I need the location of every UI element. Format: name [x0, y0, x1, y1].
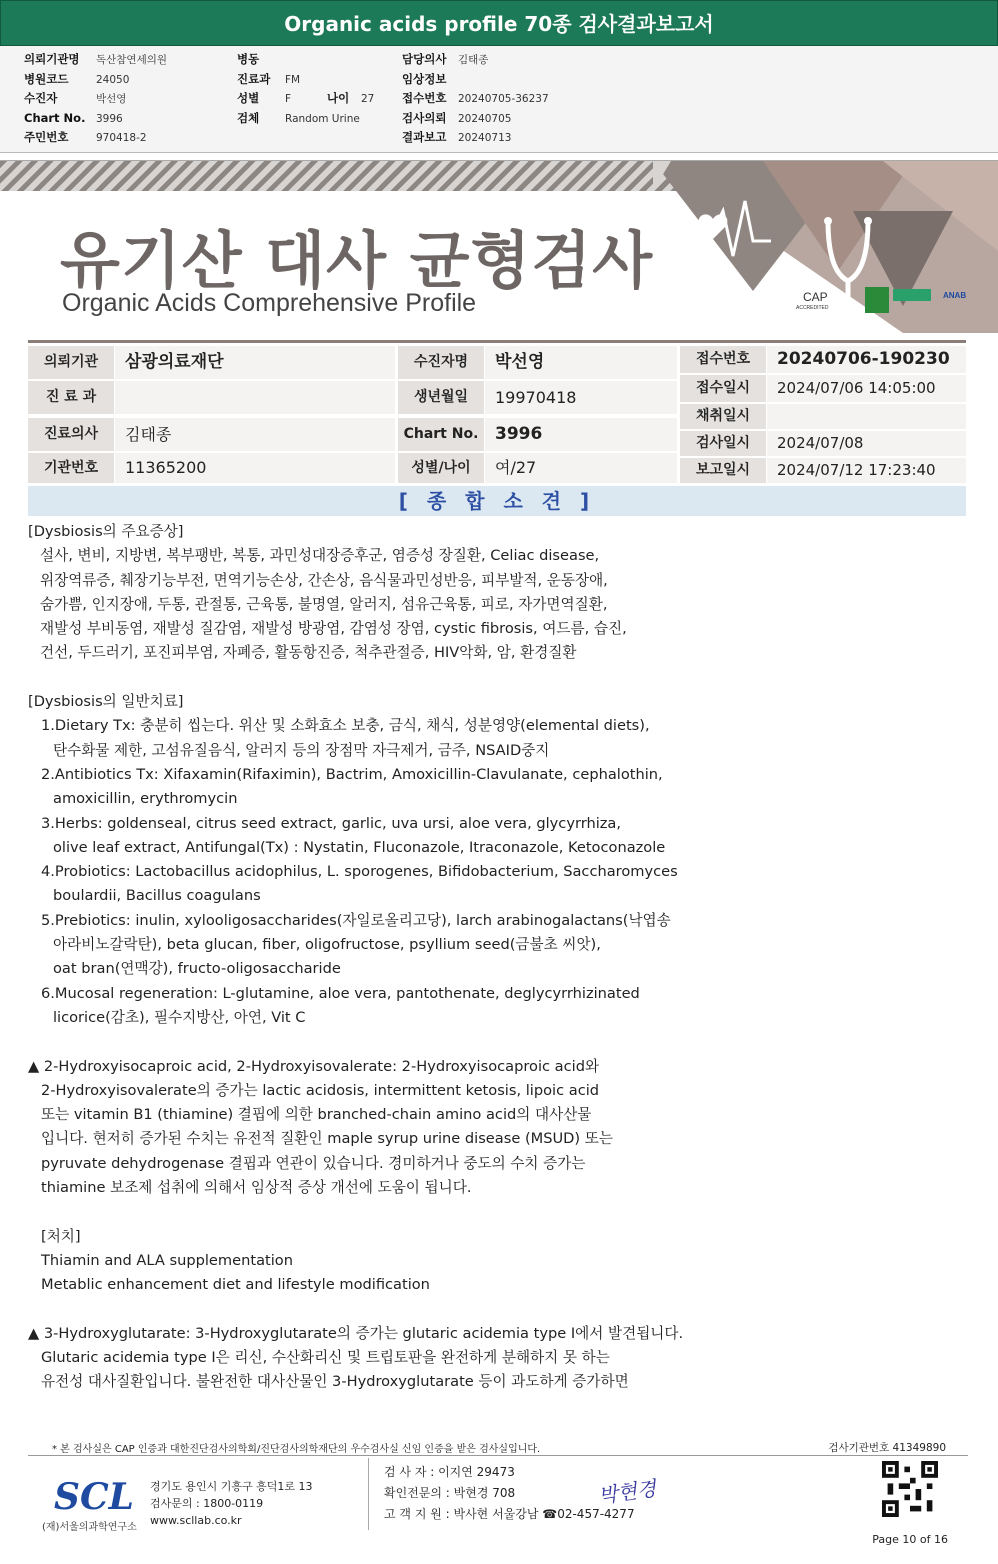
doctor-value: 김태종 [115, 418, 395, 451]
dept-label: 진 료 과 [28, 381, 114, 414]
meta-value: 3996 [96, 112, 123, 125]
lab-code: 검사기관번호 41349890 [828, 1442, 946, 1454]
blank-line [28, 1030, 968, 1054]
request-info-panel [0, 46, 998, 153]
meta-label: 진료과 [237, 71, 271, 86]
summary-line: pyruvate dehydrogenase 결핍과 연관이 있습니다. 경미하거나 중도의 수치 증가는 [41, 1154, 586, 1172]
summary-heading: [ 종 합 소 견 ] [28, 486, 966, 516]
summary-line: 아라비노갈락탄), beta glucan, fiber, oligofructose, psyllium seed(금불초 씨앗), [53, 936, 601, 954]
summary-line: 2.Antibiotics Tx: Xifaxamin(Rifaximin), Bactrim, Amoxicillin-Clavulanate, cephalothin, [41, 765, 663, 783]
summary-line: 5.Prebiotics: inulin, xylooligosaccharides(자일로올리고당), larch arabinogalactans(낙엽송 [41, 911, 671, 929]
scl-logo-subtext: (재)서울의과학연구소 [42, 1522, 137, 1533]
request-info-col-2 [237, 50, 374, 128]
qr-code-icon [882, 1461, 938, 1517]
meta-label: Chart No. [24, 110, 86, 125]
age-label: 나이 [327, 91, 350, 105]
meta-label: 담당의사 [402, 52, 447, 66]
banner-decoration [653, 161, 998, 333]
meta-value: 김태종 [458, 54, 489, 66]
patient-info-table [28, 340, 966, 479]
chart-no-value: 3996 [485, 418, 677, 451]
meta-value: 독산참연세의원 [96, 54, 168, 66]
stethoscope-heart-illustration [653, 161, 998, 333]
inst-label: 의뢰기관 [28, 346, 114, 379]
summary-line: licorice(감초), 필수지방산, 아연, Vit C [53, 1008, 306, 1026]
blank-line [28, 1298, 968, 1322]
summary-body [28, 520, 968, 1395]
meta-value: Random Urine [285, 112, 360, 125]
meta-label: 주민번호 [24, 130, 69, 144]
meta-label: 병동 [237, 52, 260, 66]
meta-value: 970418-2 [96, 132, 147, 144]
summary-line: [Dysbiosis의 일반치료] [28, 693, 184, 711]
test-date-label: 검사일시 [680, 431, 766, 456]
patient-name-label: 수진자명 [398, 346, 484, 379]
banner-stripe [0, 161, 720, 191]
summary-line: olive leaf extract, Antifungal(Tx) : Nystatin, Fluconazole, Itraconazole, Ketoconazole [53, 838, 666, 856]
blank-line [28, 666, 968, 690]
meta-value: 24050 [96, 73, 130, 86]
birth-value: 19970418 [485, 381, 677, 414]
summary-line: boulardii, Bacillus coagulans [53, 887, 261, 905]
age-value: 27 [361, 93, 375, 105]
meta-value: F [285, 93, 292, 105]
meta-label: 병원코드 [24, 71, 69, 86]
collect-date-value [767, 404, 966, 429]
summary-line: 건선, 두드러기, 포진피부염, 자폐증, 활동항진증, 척추관절증, HIV악화, 암, 환경질환 [40, 644, 577, 662]
cap-cert-logo: CAP [803, 290, 828, 304]
blank-line [28, 1200, 968, 1224]
anab-cert-logo: ANAB [943, 291, 967, 300]
scl-logo: SCL [54, 1476, 134, 1518]
accreditation-note: * 본 검사실은 CAP 인증과 대한진단검사의학회/진단검사의학재단의 우수검사실 신임 인증을 받은 검사실입니다. [52, 1444, 541, 1455]
tester-line: 검 사 자 : 이지연 29473 [384, 1465, 515, 1479]
lab-website: www.scllab.co.kr [150, 1514, 242, 1527]
footer-divider [28, 1455, 968, 1456]
support-line: 고 객 지 원 : 박사현 서울강남 ☎02-457-4277 [384, 1507, 635, 1521]
meta-label: 검사의뢰 [402, 110, 447, 125]
chart-no-label: Chart No. [398, 418, 484, 451]
report-date-label: 보고일시 [680, 458, 766, 483]
lab-address: 경기도 용인시 기흥구 흥덕1로 13 [150, 1480, 313, 1493]
summary-line: Glutaric acidemia type I은 리신, 수산화리신 및 트립토판을 완전하게 분해하지 못 하는 [41, 1349, 610, 1367]
meta-label: 의뢰기관명 [24, 52, 80, 66]
dept-value [115, 381, 395, 414]
meta-label: 임상정보 [402, 71, 447, 86]
summary-line: 입니다. 현저히 증가된 수치는 유전적 질환인 maple syrup urine disease (MSUD) 또는 [41, 1130, 613, 1148]
test-banner [0, 160, 998, 332]
inst-value: 삼광의료재단 [115, 346, 395, 379]
staff-info [384, 1462, 635, 1525]
summary-line: amoxicillin, erythromycin [53, 790, 238, 808]
summary-line: 위장역류증, 췌장기능부전, 면역기능손상, 간손상, 음식물과민성반응, 피부발적, 운동장애, [40, 571, 608, 589]
summary-line: 탄수화물 제한, 고섬유질음식, 알러지 등의 장점막 자극제거, 금주, NSAID중지 [53, 741, 550, 759]
receipt-date-value: 2024/07/06 14:05:00 [767, 375, 966, 402]
sex-age-value: 여/27 [485, 453, 677, 483]
request-info-col-3 [402, 50, 549, 148]
summary-line: [처치] [41, 1227, 81, 1245]
birth-label: 생년월일 [398, 381, 484, 414]
inst-code-value: 11365200 [115, 453, 395, 483]
summary-line: Metablic enhancement diet and lifestyle modification [41, 1276, 430, 1294]
request-info-col-1 [24, 50, 167, 148]
lab-phone: 검사문의 : 1800-0119 [150, 1497, 264, 1510]
summary-line: 4.Probiotics: Lactobacillus acidophilus, L. sporogenes, Bifidobacterium, Saccharomyces [41, 863, 678, 881]
collect-date-label: 채취일시 [680, 404, 766, 429]
summary-line: [Dysbiosis의 주요증상] [28, 523, 184, 540]
summary-line: thiamine 보조제 섭취에 의해서 임상적 증상 개선에 도움이 됩니다. [41, 1179, 472, 1197]
banner-title: 유기산 대사 균형검사 [60, 224, 654, 297]
summary-line: 재발성 부비동염, 재발성 질감염, 재발성 방광염, 감염성 장염, cystic fibrosis, 여드름, 습진, [40, 620, 627, 638]
summary-line: ▲ 2-Hydroxyisocaproic acid, 2-Hydroxyisovalerate: 2-Hydroxyisocaproic acid와 [28, 1057, 600, 1075]
meta-value: 20240705-36237 [458, 93, 549, 105]
patient-name-value: 박선영 [485, 346, 677, 379]
report-title: Organic acids profile 70종 검사결과보고서 [284, 12, 714, 36]
summary-line: 설사, 변비, 지방변, 복부팽반, 복통, 과민성대장증후군, 염증성 장질환, Celiac disease, [40, 547, 600, 565]
meta-label: 검체 [237, 110, 260, 125]
footer-vertical-divider [368, 1458, 369, 1530]
receipt-no-value: 20240706-190230 [767, 346, 966, 373]
meta-value: 20240713 [458, 132, 512, 144]
sex-age-label: 성별/나이 [398, 453, 484, 483]
lab-contact [150, 1478, 313, 1529]
meta-value: FM [285, 73, 301, 86]
page-number: Page 10 of 16 [872, 1533, 948, 1546]
summary-line: 2-Hydroxyisovalerate의 증가는 lactic acidosis, intermittent ketosis, lipoic acid [41, 1081, 600, 1099]
inst-code-label: 기관번호 [28, 453, 114, 483]
summary-line: 유전성 대사질환입니다. 불완전한 대사산물인 3-Hydroxyglutarate 등이 과도하게 증가하면 [41, 1373, 629, 1391]
receipt-no-label: 접수번호 [680, 346, 766, 373]
report-date-value: 2024/07/12 17:23:40 [767, 458, 966, 483]
test-date-value: 2024/07/08 [767, 431, 966, 456]
summary-line: 또는 vitamin B1 (thiamine) 결핍에 의한 branched-chain amino acid의 대사산물 [41, 1106, 592, 1124]
receipt-date-label: 접수일시 [680, 375, 766, 402]
cap-cert-subtext: ACCREDITED [796, 305, 829, 311]
banner-subtitle: Organic Acids Comprehensive Profile [62, 289, 477, 317]
doctor-signature: 박현경 [596, 1476, 658, 1508]
confirmer-line: 확인전문의 : 박현경 708 [384, 1486, 516, 1500]
report-footer [28, 1436, 968, 1554]
meta-label: 수진자 [24, 91, 58, 105]
meta-label: 접수번호 [402, 91, 447, 105]
summary-line: 1.Dietary Tx: 충분히 씹는다. 위산 및 소화효소 보충, 금식, 채식, 성분영양(elemental diets), [41, 717, 650, 735]
summary-line: Thiamin and ALA supplementation [41, 1251, 293, 1269]
doctor-label: 진료의사 [28, 418, 114, 451]
meta-label: 결과보고 [402, 130, 447, 144]
report-title-bar [0, 0, 998, 46]
summary-line: 3.Herbs: goldenseal, citrus seed extract, garlic, uva ursi, aloe vera, glycyrrhiza, [41, 814, 621, 832]
meta-value: 박선영 [96, 93, 127, 105]
summary-line: ▲ 3-Hydroxyglutarate: 3-Hydroxyglutarate의 증가는 glutaric acidemia type I에서 발견됩니다. [28, 1324, 684, 1342]
meta-value: 20240705 [458, 112, 512, 125]
summary-line: 숨가쁨, 인지장애, 두통, 관절통, 근육통, 불명열, 알러지, 섬유근육통, 피로, 자가면역질환, [40, 595, 608, 613]
summary-line: oat bran(연맥강), fructo-oligosaccharide [53, 960, 341, 978]
summary-line: 6.Mucosal regeneration: L-glutamine, aloe vera, pantothenate, deglycyrrhizinated [41, 984, 640, 1002]
meta-label: 성별 [237, 91, 260, 105]
